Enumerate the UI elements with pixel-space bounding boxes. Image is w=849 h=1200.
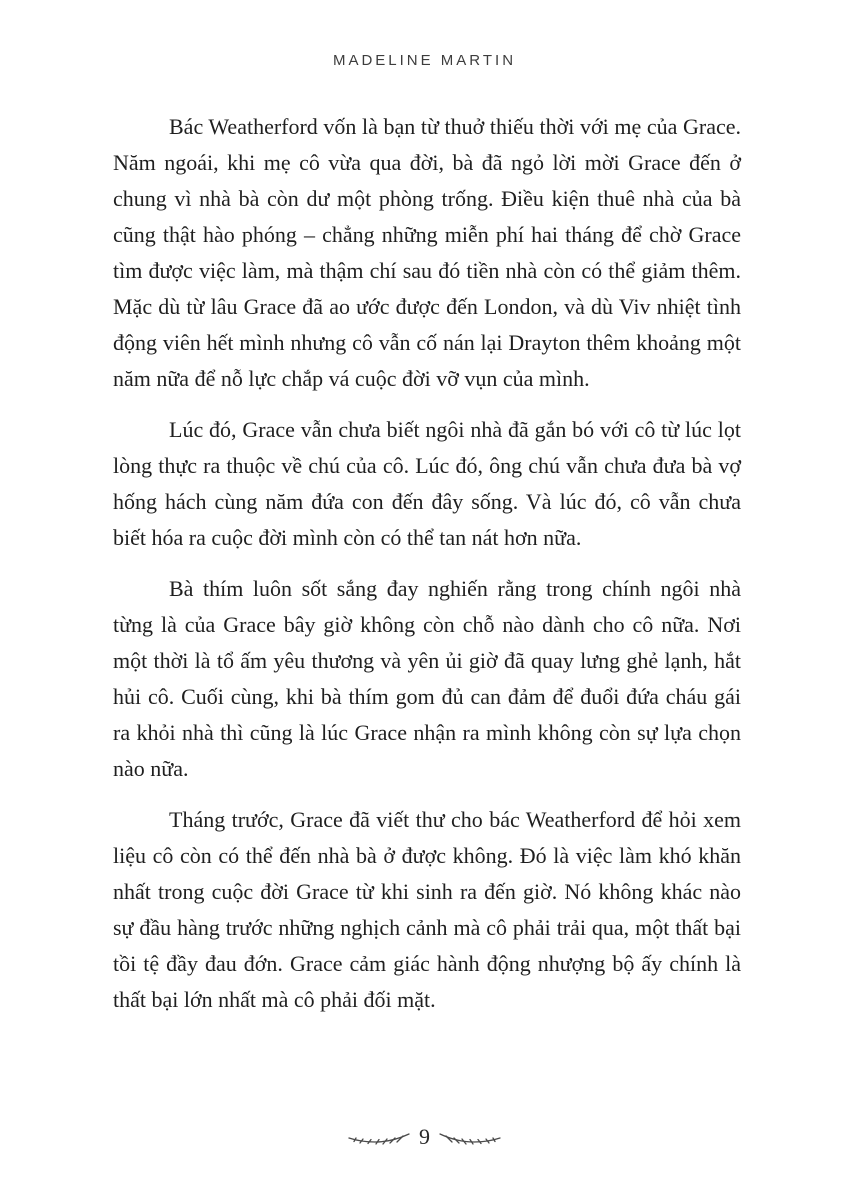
body-paragraph: Bác Weatherford vốn là bạn từ thuở thiếu thời với mẹ của Grace. Năm ngoái, khi mẹ cô vừa qua đời, bà đã ngỏ lời mời Grace đến ở chung vì nhà bà còn dư một phòng trống. Điều kiện thuê nhà của bà cũng thật hào phóng – chẳng những miễn phí hai tháng để chờ Grace tìm được việc làm, mà thậm chí sau đó tiền nhà còn có thể giảm thêm. Mặc dù từ lâu Grace đã ao ước được đến London, và dù Viv nhiệt tình động viên hết mình nhưng cô vẫn cố nán lại Drayton thêm khoảng một năm nữa để nỗ lực chắp vá cuộc đời vỡ vụn của mình.	[113, 114, 741, 391]
page-footer	[0, 1126, 849, 1148]
body-text-block	[0, 109, 849, 1018]
laurel-flourish-left-icon	[347, 1128, 411, 1146]
body-paragraph: Bà thím luôn sốt sắng đay nghiến rằng trong chính ngôi nhà từng là của Grace bây giờ không còn chỗ nào dành cho cô nữa. Nơi một thời là tổ ấm yêu thương và yên ủi giờ đã quay lưng ghẻ lạnh, hắt hủi cô. Cuối cùng, khi bà thím gom đủ can đảm để đuổi đứa cháu gái ra khỏi nhà thì cũng là lúc Grace nhận ra mình không còn sự lựa chọn nào nữa.	[113, 576, 741, 781]
page-number: 9	[419, 1124, 430, 1149]
body-paragraph: Lúc đó, Grace vẫn chưa biết ngôi nhà đã gắn bó với cô từ lúc lọt lòng thực ra thuộc về chú của cô. Lúc đó, ông chú vẫn chưa đưa bà vợ hống hách cùng năm đứa con đến đây sống. Và lúc đó, cô vẫn chưa biết hóa ra cuộc đời mình còn có thể tan nát hơn nữa.	[113, 417, 741, 550]
running-header-author: MADELINE MARTIN	[332, 52, 517, 69]
body-paragraph: Tháng trước, Grace đã viết thư cho bác Weatherford để hỏi xem liệu cô còn có thể đến nhà bà ở được không. Đó là việc làm khó khăn nhất trong cuộc đời Grace từ khi sinh ra đến giờ. Nó không khác nào sự đầu hàng trước những nghịch cảnh mà cô phải trải qua, một thất bại tồi tệ đầy đau đớn. Grace cảm giác hành động nhượng bộ ấy chính là thất bại lớn nhất mà cô phải đối mặt.	[113, 807, 741, 1012]
laurel-flourish-right-icon	[438, 1128, 502, 1146]
